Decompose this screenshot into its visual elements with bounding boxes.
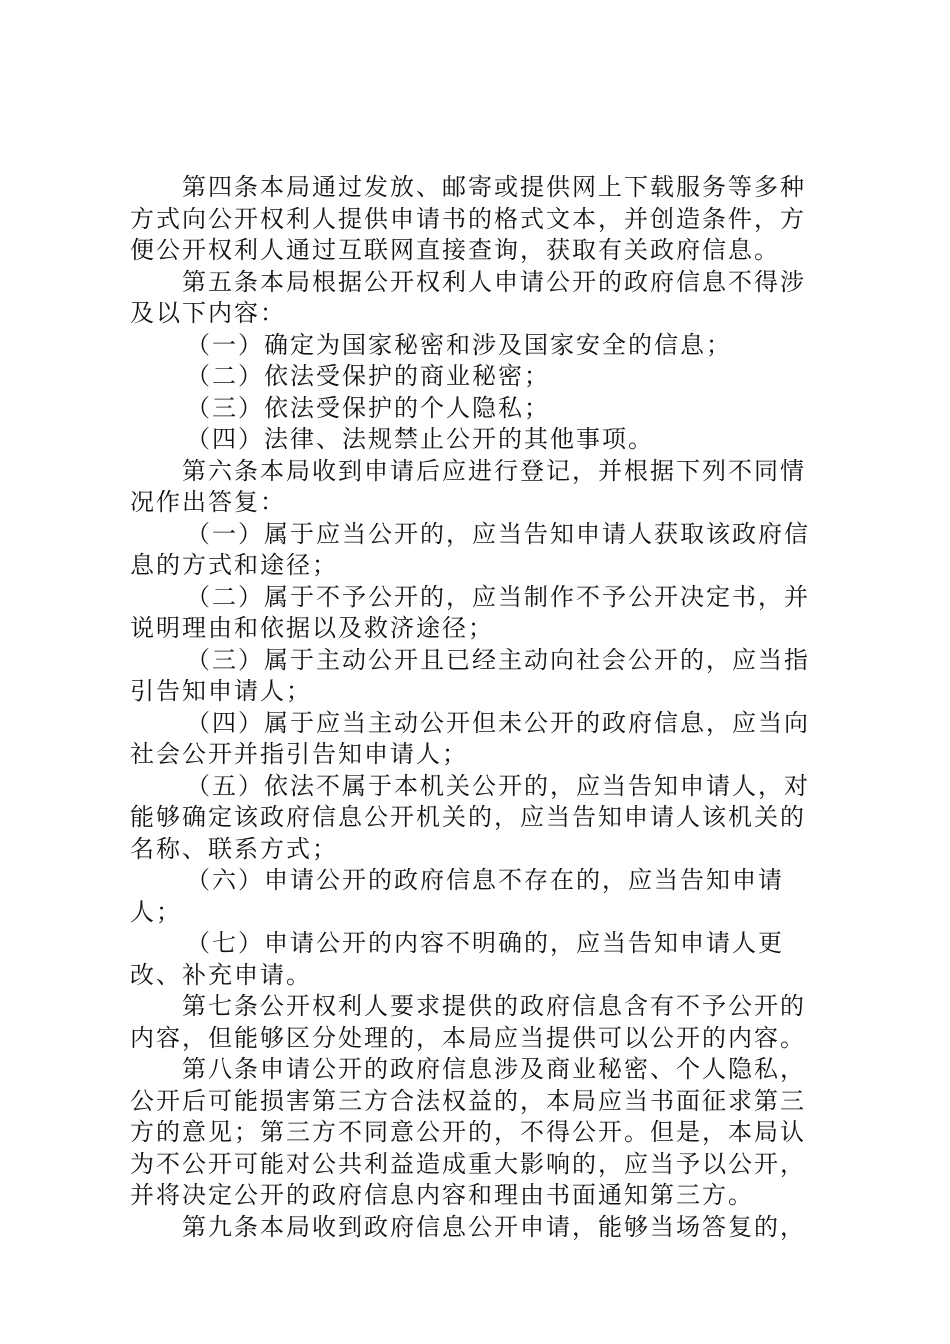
article-9-paragraph: 第九条本局收到政府信息公开申请，能够当场答复的，	[182, 1212, 806, 1241]
article-6-item-4: （四）属于应当主动公开但未公开的政府信息，应当向社会公开并指引告知申请人；	[130, 708, 810, 768]
article-5-item-2: （二）依法受保护的商业秘密；	[186, 362, 550, 390]
article-5-item-4: （四）法律、法规禁止公开的其他事项。	[186, 425, 654, 453]
article-4-paragraph: 第四条本局通过发放、邮寄或提供网上下载服务等多种方式向公开权利人提供申请书的格式文本，并创造条件，方便公开权利人通过互联网直接查询，获取有关政府信息。	[130, 173, 806, 264]
article-6-item-6: （六）申请公开的政府信息不存在的，应当告知申请人；	[130, 866, 784, 926]
article-8-paragraph: 第八条申请公开的政府信息涉及商业秘密、个人隐私，公开后可能损害第三方合法权益的，本局应当书面征求第三方的意见；第三方不同意公开的，不得公开。但是，本局认为不公开可能对公共利益造成重大影响的，应当予以公开，并将决定公开的政府信息内容和理由书面通知第三方。	[130, 1055, 806, 1209]
document-body	[130, 172, 830, 1243]
article-6-item-7: （七）申请公开的内容不明确的，应当告知申请人更改、补充申请。	[130, 929, 784, 989]
article-6-paragraph: 第六条本局收到申请后应进行登记，并根据下列不同情况作出答复：	[130, 456, 806, 516]
article-5-item-3: （三）依法受保护的个人隐私；	[186, 393, 550, 422]
article-6-item-3: （三）属于主动公开且已经主动向社会公开的，应当指引告知申请人；	[130, 645, 810, 705]
article-6-item-5: （五）依法不属于本机关公开的，应当告知申请人，对能够确定该政府信息公开机关的，应当告知申请人该机关的名称、联系方式；	[130, 771, 810, 863]
article-5-paragraph: 第五条本局根据公开权利人申请公开的政府信息不得涉及以下内容：	[130, 267, 806, 327]
article-5-item-1: （一）确定为国家秘密和涉及国家安全的信息；	[186, 330, 732, 359]
article-6-item-2: （二）属于不予公开的，应当制作不予公开决定书，并说明理由和依据以及救济途径；	[130, 582, 810, 642]
article-6-item-1: （一）属于应当公开的，应当告知申请人获取该政府信息的方式和途径；	[130, 519, 810, 579]
article-7-paragraph: 第七条公开权利人要求提供的政府信息含有不予公开的内容，但能够区分处理的，本局应当提供可以公开的内容。	[130, 992, 806, 1052]
